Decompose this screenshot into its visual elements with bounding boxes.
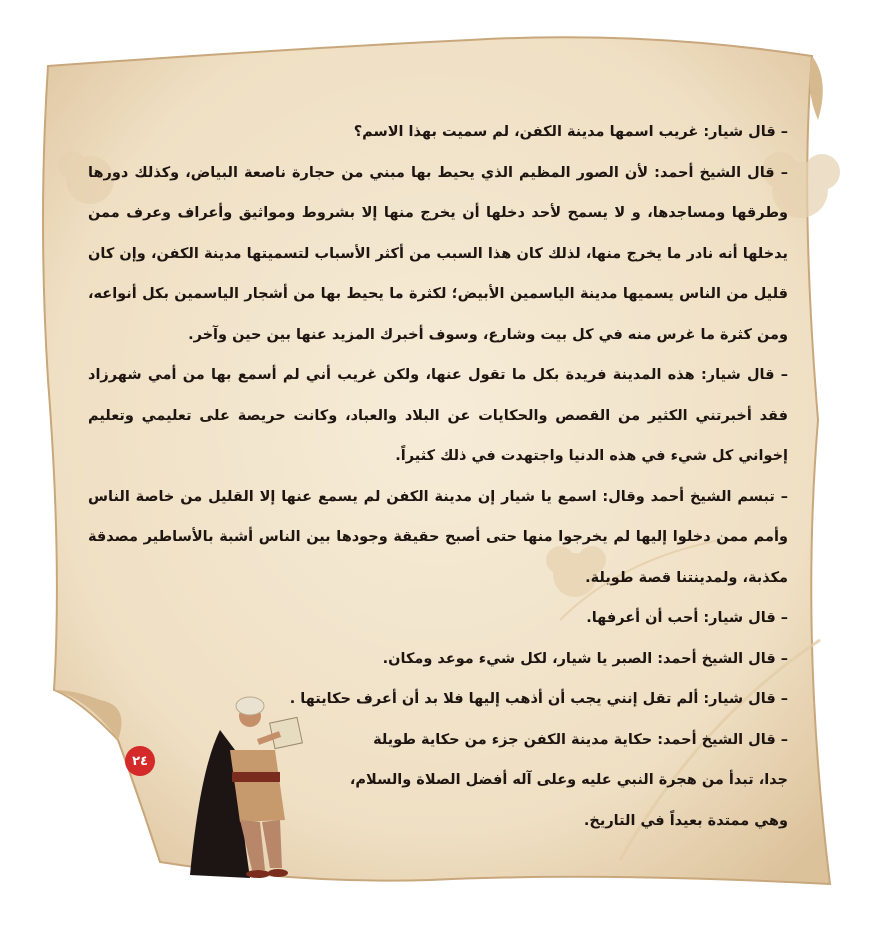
dialogue-line: – قال الشيخ أحمد: لأن الصور المظيم الذي يحيط بها مبني من حجارة ناصعة البياض، وكذلك دورها وطرقها ومساجدها، و لا يسمح لأحد دخلها أن يخرج منها إلا بشروط ومواثيق وأعراف وعرف ممن يدخلها أنه نادر ما يخرج منها، لذلك كان هذا السبب من أكثر الأسباب لتسميتها مدينة الكفن، وإن كان قليل من الناس يسميها مدينة الياسمين الأبيض؛ لكثرة ما يحيط بها من أشجار الياسمين بكل أنواعه، ومن كثرة ما غرس منه في كل بيت وشارع، وسوف أخبرك المزيد عنها بين حين وآخر. — [88, 164, 788, 343]
dialogue-line: – قال شيار: غريب اسمها مدينة الكفن، لم سميت بهذا الاسم؟ — [353, 124, 788, 140]
page-number-badge: ٢٤ — [125, 746, 155, 776]
dialogue-line: جدا، تبدأ من هجرة النبي عليه وعلى آله أفضل الصلاة والسلام، — [349, 772, 788, 788]
dialogue-line: – قال شيار: ألم تقل إنني يجب أن أذهب إليها فلا بد أن أعرف حكايتها . — [289, 691, 788, 707]
dialogue-line: – تبسم الشيخ أحمد وقال: اسمع يا شيار إن مدينة الكفن لم يسمع عنها إلا القليل من خاصة الناس وأمم ممن دخلوا إليها لم يخرجوا منها حتى أصبح حقيقة وجودها بين الناس أشبة بالأساطير مصدقة مكذبة، ولمدينتنا قصة طويلة. — [88, 488, 788, 586]
dialogue-line: وهي ممتدة بعيداً في التاريخ. — [583, 812, 788, 829]
reading-man-illustration — [180, 690, 310, 880]
dialogue-line: – قال الشيخ أحمد: حكاية مدينة الكفن جزء من حكاية طويلة — [373, 731, 788, 748]
dialogue-line: – قال شيار: أحب أن أعرفها. — [586, 610, 788, 626]
dialogue-line: – قال شيار: هذه المدينة فريدة بكل ما تقول عنها، ولكن غريب أني لم أسمع بها من أمي شهرزاد فقد أخبرتني الكثير من القصص والحكايات عن البلاد والعباد، وكانت حريصة على تعليمي وتعليم إخواني كل شيء في هذه الدنيا واجتهدت في ذلك كثيراً. — [88, 367, 788, 464]
dialogue-line: – قال الشيخ أحمد: الصبر يا شيار، لكل شيء موعد ومكان. — [382, 650, 788, 667]
